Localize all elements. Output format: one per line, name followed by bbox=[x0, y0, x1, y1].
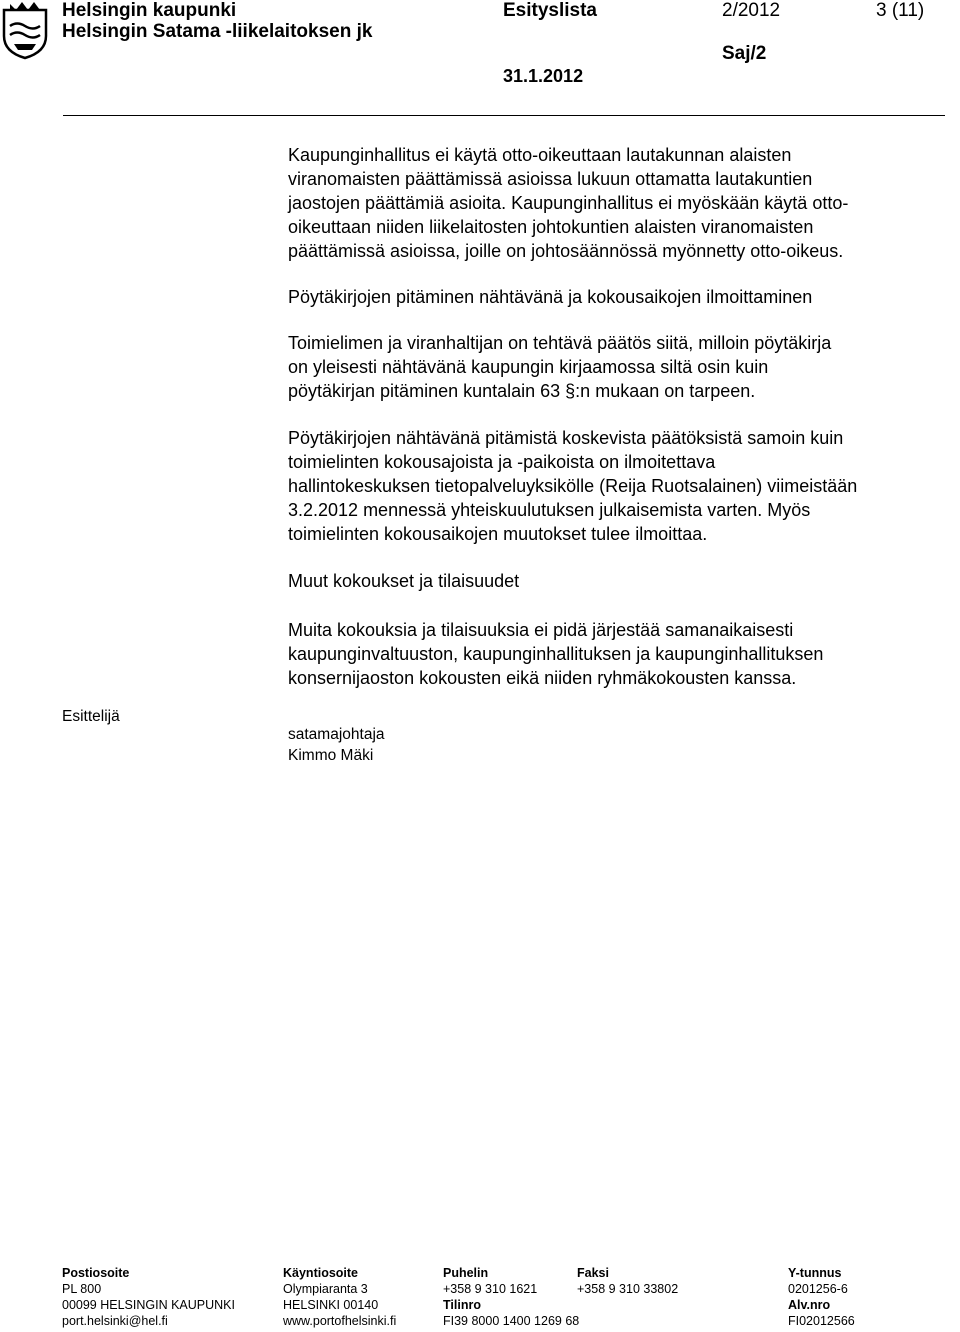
section-heading-poytakirjat bbox=[288, 285, 948, 309]
footer-account-heading: Tilinro bbox=[443, 1298, 481, 1312]
text-line: Kaupunginhallitus ei käytä otto-oikeuttaan lautakunnan alaisten bbox=[288, 145, 792, 165]
text-line: Pöytäkirjojen nähtävänä pitämistä koskevista päätöksistä samoin kuin bbox=[288, 428, 844, 448]
footer-phone-heading: Puhelin bbox=[443, 1266, 489, 1280]
paragraph-ilmoittaminen bbox=[288, 426, 948, 546]
text-line: jaostojen päättämiä asioita. Kaupunginhallitus ei myöskään käytä otto- bbox=[288, 193, 849, 213]
text-line: päättämissä asioissa, joille on johtosäännössä myönnetty otto-oikeus. bbox=[288, 241, 844, 261]
footer-business-id-heading: Y-tunnus bbox=[788, 1266, 842, 1280]
document-type: Esityslista bbox=[503, 0, 597, 21]
text-line: hallintokeskuksen tietopalveluyksikölle (Reija Ruotsalainen) viimeistään bbox=[288, 476, 858, 496]
footer-website-link[interactable]: www.portofhelsinki.fi bbox=[283, 1314, 397, 1328]
section-heading: Muut kokoukset ja tilaisuudet bbox=[288, 571, 520, 591]
section-heading-muut-kokoukset bbox=[288, 569, 948, 593]
text-line: on yleisesti nähtävänä kaupungin kirjaamossa siltä osin kuin bbox=[288, 357, 769, 377]
section-heading: Pöytäkirjojen pitäminen nähtävänä ja kokousaikojen ilmoittaminen bbox=[288, 287, 813, 307]
presenter-title: satamajohtaja bbox=[288, 726, 385, 743]
paragraph-otto-oikeus bbox=[288, 143, 948, 263]
footer-postal-heading: Postiosoite bbox=[62, 1266, 130, 1280]
header-organization: Helsingin Satama -liikelaitoksen jk bbox=[62, 21, 373, 42]
footer-vat-heading: Alv.nro bbox=[788, 1298, 831, 1312]
text-line: toimielinten kokousaikojen muutokset tulee ilmoittaa. bbox=[288, 524, 708, 544]
text-line: pöytäkirjan pitäminen kuntalain 63 §:n mukaan on tarpeen. bbox=[288, 381, 756, 401]
paragraph-muut-kokoukset bbox=[288, 618, 948, 690]
footer-postal-line: 00099 HELSINGIN KAUPUNKI bbox=[62, 1298, 235, 1312]
footer-postal-line: PL 800 bbox=[62, 1282, 102, 1296]
footer-vat-number: FI02012566 bbox=[788, 1314, 855, 1328]
paragraph-nahtavana bbox=[288, 331, 948, 403]
text-line: konsernijaoston kokousten eikä niiden ryhmäkokousten kanssa. bbox=[288, 668, 797, 688]
presenter-name: Kimmo Mäki bbox=[288, 747, 374, 764]
footer-fax: +358 9 310 33802 bbox=[577, 1282, 679, 1296]
text-line: viranomaisten päättämissä asioissa lukuun ottamatta lautakuntien bbox=[288, 169, 813, 189]
footer-business-id: 0201256-6 bbox=[788, 1282, 848, 1296]
text-line: kaupunginvaltuuston, kaupunginhallituksen ja kaupunginhallituksen bbox=[288, 644, 824, 664]
footer-phone: +358 9 310 1621 bbox=[443, 1282, 538, 1296]
document-number: 2/2012 bbox=[722, 0, 781, 21]
header-divider bbox=[63, 115, 945, 116]
header-city: Helsingin kaupunki bbox=[62, 0, 237, 21]
footer-visiting-line: Olympiaranta 3 bbox=[283, 1282, 368, 1296]
footer-account-number: FI39 8000 1400 1269 68 bbox=[443, 1314, 580, 1328]
page-number: 3 (11) bbox=[876, 0, 925, 21]
text-line: Toimielimen ja viranhaltijan on tehtävä päätös siitä, milloin pöytäkirja bbox=[288, 333, 832, 353]
text-line: Muita kokouksia ja tilaisuuksia ei pidä järjestää samanaikaisesti bbox=[288, 620, 794, 640]
text-line: oikeuttaan niiden liikelaitosten johtokuntien alaisten viranomaisten bbox=[288, 217, 814, 237]
footer-visiting-line: HELSINKI 00140 bbox=[283, 1298, 379, 1312]
footer-email[interactable]: port.helsinki@hel.fi bbox=[62, 1314, 168, 1328]
presenter-label: Esittelijä bbox=[62, 708, 120, 725]
text-line: toimielinten kokousajoista ja -paikoista on ilmoitettava bbox=[288, 452, 716, 472]
footer-fax-heading: Faksi bbox=[577, 1266, 609, 1280]
helsinki-crest-logo bbox=[0, 0, 50, 60]
case-number: Saj/2 bbox=[722, 43, 767, 64]
text-line: 3.2.2012 mennessä yhteiskuulutuksen julkaisemista varten. Myös bbox=[288, 500, 811, 520]
footer-visiting-heading: Käyntiosoite bbox=[283, 1266, 359, 1280]
meeting-date: 31.1.2012 bbox=[503, 66, 584, 86]
